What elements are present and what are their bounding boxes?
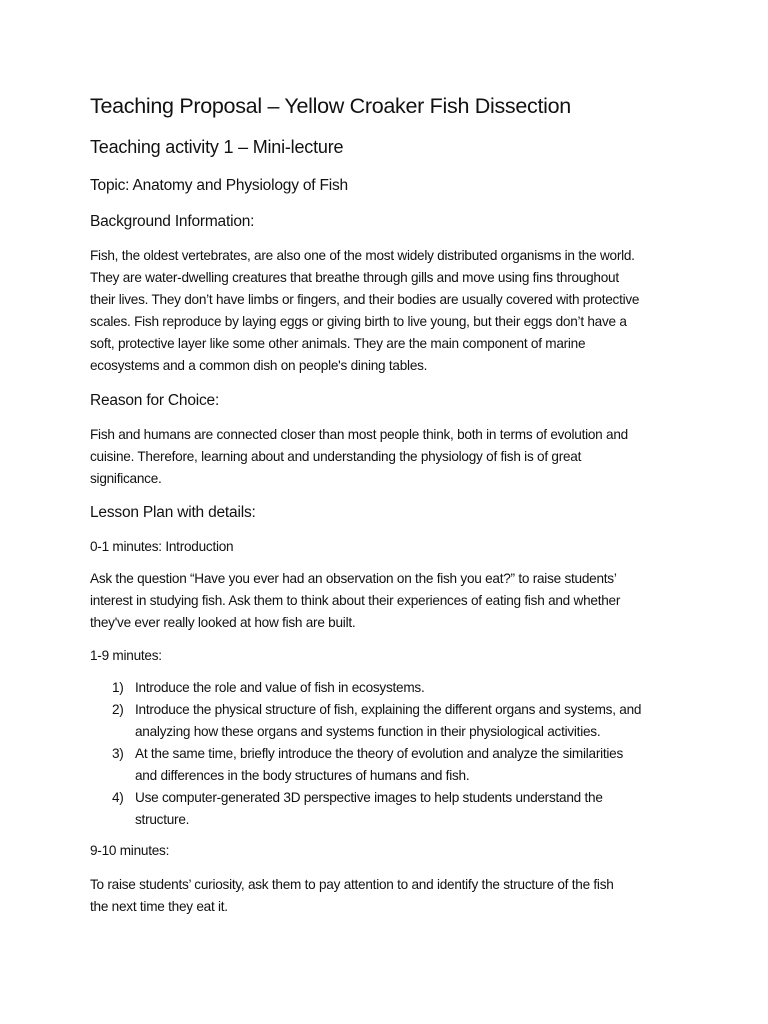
- text-line: Use computer-generated 3D perspective images to help students understand the: [135, 790, 603, 805]
- list-number: 2): [112, 702, 124, 717]
- text-line: they've ever really looked at how fish are built.: [90, 615, 356, 630]
- intro-time-label: 0-1 minutes: Introduction: [90, 539, 234, 554]
- closing-time-label: 9-10 minutes:: [90, 843, 170, 858]
- text-line: scales. Fish reproduce by laying eggs or giving birth to live young, but their eggs don’t have a: [90, 314, 627, 329]
- list-item: [90, 699, 680, 743]
- list-item: [90, 743, 680, 787]
- lesson-plan-heading: Lesson Plan with details:: [90, 504, 256, 521]
- background-paragraph: [90, 245, 680, 377]
- background-heading: Background Information:: [90, 213, 255, 230]
- text-line: At the same time, briefly introduce the theory of evolution and analyze the similarities: [135, 746, 624, 761]
- text-line: analyzing how these organs and systems function in their physiological activities.: [135, 724, 601, 739]
- main-time-label: 1-9 minutes:: [90, 648, 162, 663]
- text-line: ecosystems and a common dish on people's dining tables.: [90, 358, 428, 373]
- text-line: and differences in the body structures of humans and fish.: [135, 768, 470, 783]
- lesson-steps-list: [90, 677, 680, 831]
- text-line: significance.: [90, 471, 162, 486]
- text-line: Introduce the role and value of fish in ecosystems.: [135, 680, 425, 695]
- text-line: cuisine. Therefore, learning about and understanding the physiology of fish is of great: [90, 449, 582, 464]
- reason-heading: Reason for Choice:: [90, 392, 220, 409]
- text-line: the next time they eat it.: [90, 899, 228, 914]
- text-line: They are water-dwelling creatures that breathe through gills and move using fins throughout: [90, 270, 619, 285]
- text-line: their lives. They don’t have limbs or fingers, and their bodies are usually covered with protective: [90, 292, 640, 307]
- text-line: Fish, the oldest vertebrates, are also one of the most widely distributed organisms in the world.: [90, 248, 635, 263]
- document-title: Teaching Proposal – Yellow Croaker Fish Dissection: [90, 94, 571, 118]
- list-number: 3): [112, 746, 124, 761]
- reason-paragraph: [90, 424, 680, 490]
- text-line: Ask the question “Have you ever had an observation on the fish you eat?” to raise students’: [90, 571, 617, 586]
- list-number: 4): [112, 790, 124, 805]
- text-line: interest in studying fish. Ask them to think about their experiences of eating fish and whether: [90, 593, 621, 608]
- list-item: [90, 787, 680, 831]
- activity-heading: Teaching activity 1 – Mini-lecture: [90, 137, 344, 157]
- intro-paragraph: [90, 568, 680, 634]
- text-line: Fish and humans are connected closer than most people think, both in terms of evolution and: [90, 427, 628, 442]
- list-item: [90, 677, 680, 699]
- text-line: soft, protective layer like some other animals. They are the main component of marine: [90, 336, 586, 351]
- list-number: 1): [112, 680, 124, 695]
- text-line: Introduce the physical structure of fish, explaining the different organs and systems, and: [135, 702, 642, 717]
- topic-heading: Topic: Anatomy and Physiology of Fish: [90, 177, 348, 194]
- closing-paragraph: [90, 874, 680, 918]
- text-line: To raise students’ curiosity, ask them to pay attention to and identify the structure of the fish: [90, 877, 614, 892]
- text-line: structure.: [135, 812, 190, 827]
